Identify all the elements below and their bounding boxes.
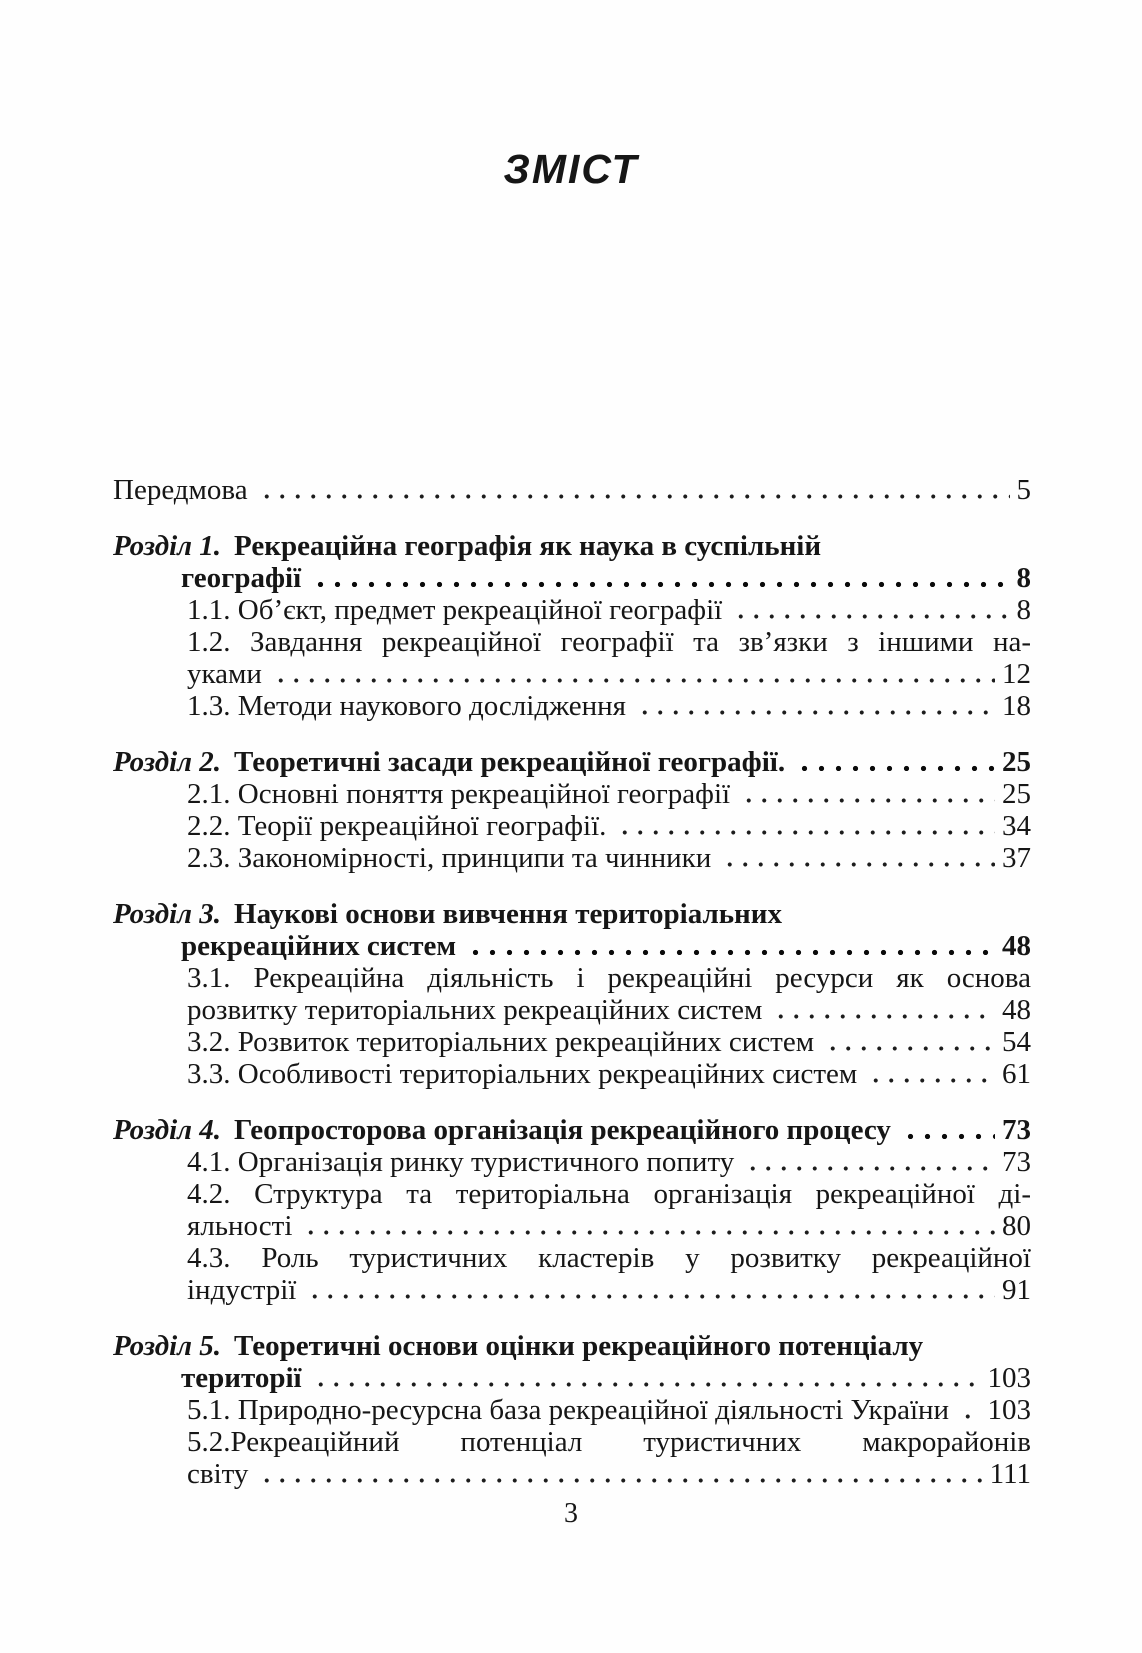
page-ref: 25 — [1002, 778, 1031, 810]
page-ref: 80 — [1002, 1210, 1031, 1242]
toc-item-text: 1.3. Методи наукового дослідження — [187, 690, 626, 722]
toc-item-5-1 — [113, 1394, 1031, 1426]
dot-leader — [796, 764, 995, 771]
toc-item-text: індустрії — [187, 1274, 297, 1306]
page-ref: 54 — [1002, 1026, 1031, 1058]
page-ref: 37 — [1002, 842, 1031, 874]
toc-chapter-2 — [113, 746, 1031, 874]
chapter-label: Розділ 4. — [113, 1114, 222, 1146]
toc-entry-preface — [113, 474, 1031, 506]
toc-item-2-1 — [113, 778, 1031, 810]
page-ref: 5 — [1016, 474, 1031, 506]
page-ref: 8 — [1016, 594, 1031, 626]
toc-item-5-2-continuation — [113, 1458, 1031, 1490]
toc-chapter-1 — [113, 530, 1031, 722]
page-ref: 18 — [1002, 690, 1031, 722]
toc-item-4-2 — [113, 1178, 1031, 1210]
page-ref: 73 — [1002, 1146, 1031, 1178]
chapter-heading-continuation — [113, 562, 1031, 594]
dot-leader — [825, 1044, 995, 1051]
toc-chapter-4 — [113, 1114, 1031, 1306]
page-ref: 8 — [1016, 562, 1031, 594]
page-title: ЗМІСТ — [503, 146, 639, 192]
toc-item-2-2 — [113, 810, 1031, 842]
dot-leader — [312, 580, 1009, 587]
chapter-label: Розділ 3. — [113, 898, 222, 930]
toc-item-3-3 — [113, 1058, 1031, 1090]
toc-item-text: 2.1. Основні поняття рекреаційної географії — [187, 778, 731, 810]
chapter-title-continuation: території — [181, 1362, 302, 1394]
toc-item-4-3-continuation — [113, 1274, 1031, 1306]
toc-item-text: 5.2.Рекреаційний потенціал туристичних макрорайонів — [187, 1426, 1031, 1458]
chapter-label: Розділ 5. — [113, 1330, 222, 1362]
chapter-label: Розділ 2. — [113, 746, 222, 778]
dot-leader — [733, 612, 1009, 619]
chapter-title-continuation: рекреаційних систем — [181, 930, 457, 962]
chapter-heading — [113, 746, 1031, 778]
toc-item-4-3 — [113, 1242, 1031, 1274]
toc-item-1-3 — [113, 690, 1031, 722]
toc-item-text: 5.1. Природно-ресурсна база рекреаційної діяльності України — [187, 1394, 950, 1426]
dot-leader — [259, 492, 1010, 499]
dot-leader — [773, 1012, 995, 1019]
page-ref: 103 — [987, 1394, 1031, 1426]
table-of-contents — [113, 474, 1031, 1490]
chapter-heading — [113, 1114, 1031, 1146]
dot-leader — [313, 1380, 981, 1387]
page-ref: 34 — [1002, 810, 1031, 842]
chapter-heading-continuation — [113, 930, 1031, 962]
page-ref: 48 — [1002, 994, 1031, 1026]
toc-item-text: 2.2. Теорії рекреаційної географії. — [187, 810, 607, 842]
toc-item-5-2 — [113, 1426, 1031, 1458]
toc-item-text: 2.3. Закономірності, принципи та чинники — [187, 842, 712, 874]
chapter-heading — [113, 898, 1031, 930]
toc-item-1-2 — [113, 626, 1031, 658]
toc-item-3-2 — [113, 1026, 1031, 1058]
toc-item-text: 1.1. Об’єкт, предмет рекреаційної географії — [187, 594, 723, 626]
toc-item-text: 3.3. Особливості територіальних рекреаційних систем — [187, 1058, 858, 1090]
toc-item-1-1 — [113, 594, 1031, 626]
toc-item-text: 4.1. Організація ринку туристичного попиту — [187, 1146, 735, 1178]
dot-leader — [467, 948, 995, 955]
page-ref: 111 — [989, 1458, 1031, 1490]
chapter-title: Теоретичні основи оцінки рекреаційного потенціалу — [234, 1330, 924, 1362]
toc-chapter-5 — [113, 1330, 1031, 1490]
toc-chapter-3 — [113, 898, 1031, 1090]
chapter-title: Наукові основи вивчення територіальних — [234, 898, 782, 930]
chapter-title: Теоретичні засади рекреаційної географії. — [234, 746, 786, 778]
chapter-title: Рекреаційна географія як наука в суспільній — [234, 530, 822, 562]
dot-leader — [273, 676, 995, 683]
toc-item-text: уками — [187, 658, 262, 690]
toc-entry-text: Передмова — [113, 474, 248, 506]
page-ref: 103 — [987, 1362, 1031, 1394]
chapter-heading-continuation — [113, 1362, 1031, 1394]
toc-item-3-1 — [113, 962, 1031, 994]
toc-item-3-1-continuation — [113, 994, 1031, 1026]
chapter-heading — [113, 530, 1031, 562]
toc-item-text: 3.2. Розвиток територіальних рекреаційних систем — [187, 1026, 815, 1058]
toc-item-2-3 — [113, 842, 1031, 874]
dot-leader — [259, 1476, 982, 1483]
page-ref: 48 — [1002, 930, 1031, 962]
dot-leader — [745, 1164, 995, 1171]
toc-item-1-2-continuation — [113, 658, 1031, 690]
dot-leader — [307, 1292, 995, 1299]
page-ref: 25 — [1002, 746, 1031, 778]
toc-item-text: розвитку територіальних рекреаційних систем — [187, 994, 763, 1026]
toc-item-4-2-continuation — [113, 1210, 1031, 1242]
page-ref: 12 — [1002, 658, 1031, 690]
chapter-label: Розділ 1. — [113, 530, 222, 562]
toc-item-text: 4.3. Роль туристичних кластерів у розвитку рекреаційної — [187, 1242, 1031, 1274]
toc-item-4-1 — [113, 1146, 1031, 1178]
toc-item-text: 1.2. Завдання рекреаційної географії та зв’язки з іншими на- — [187, 626, 1031, 658]
footer-page-number: 3 — [564, 1498, 578, 1529]
chapter-title-continuation: географії — [181, 562, 302, 594]
chapter-title: Геопросторова організація рекреаційного процесу — [234, 1114, 891, 1146]
dot-leader — [303, 1228, 995, 1235]
dot-leader — [741, 796, 995, 803]
page-ref: 91 — [1002, 1274, 1031, 1306]
dot-leader — [902, 1132, 995, 1139]
page-ref: 61 — [1002, 1058, 1031, 1090]
toc-item-text: світу — [187, 1458, 249, 1490]
toc-item-text: 3.1. Рекреаційна діяльність і рекреаційні ресурси як основа — [187, 962, 1031, 994]
dot-leader — [868, 1076, 995, 1083]
toc-item-text: яльності — [187, 1210, 293, 1242]
chapter-heading — [113, 1330, 1031, 1362]
dot-leader — [960, 1412, 980, 1419]
dot-leader — [617, 828, 995, 835]
toc-item-text: 4.2. Структура та територіальна організація рекреаційної ді- — [187, 1178, 1031, 1210]
dot-leader — [637, 708, 995, 715]
dot-leader — [722, 860, 995, 867]
page-ref: 73 — [1002, 1114, 1031, 1146]
